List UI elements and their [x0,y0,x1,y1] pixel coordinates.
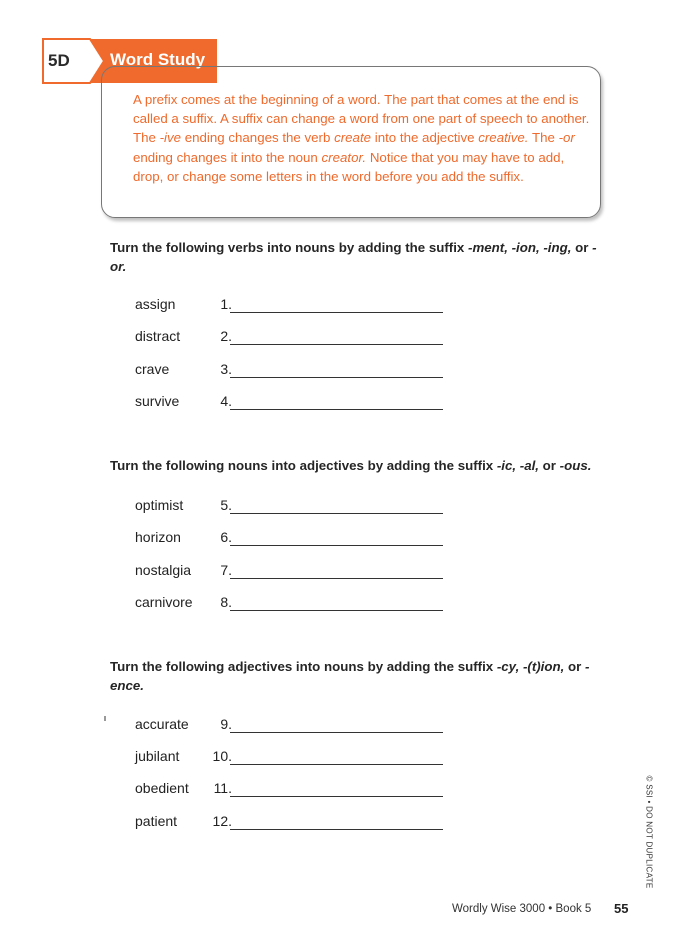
item-number: 6. [220,529,232,545]
item-word: crave [135,361,170,377]
exercise-item [100,780,460,802]
answer-line[interactable] [230,796,443,797]
exercise-item [100,393,460,415]
item-word: patient [135,813,178,829]
item-number: 1. [220,296,232,312]
info-text: A prefix comes at the beginning of a word. The part that comes at the end is called a suffix. A suffix can change a word from one part of speech to another. The -ive ending changes the verb create into the adjective creative. The -or ending changes it into the noun creator. Notice that you may have to add, drop, or change some letters in the word before you add the suffix. [133,92,590,184]
item-word: nostalgia [135,562,192,578]
instruction-nouns-to-adjectives: Turn the following nouns into adjectives by adding the suffix -ic, -al, or -ous. [110,458,592,473]
answer-line[interactable] [230,409,443,410]
instruction-verbs-to-nouns: Turn the following verbs into nouns by adding the suffix -ment, -ion, -ing, or -or. [110,240,597,274]
item-number: 5. [220,497,232,513]
exercise-item [100,716,460,738]
item-word: carnivore [135,594,193,610]
exercise-item [100,562,460,584]
item-number: 12. [212,813,232,829]
footer-book-title: Wordly Wise 3000 • Book 5 [452,903,592,915]
item-word: jubilant [135,748,180,764]
copyright-text: © SSI • DO NOT DUPLICATE [644,775,654,889]
exercise-item [100,497,460,519]
item-word: accurate [135,716,189,732]
item-word: horizon [135,529,181,545]
copyright-side-note [642,775,656,889]
answer-line[interactable] [230,829,443,830]
answer-line[interactable] [230,578,443,579]
section-number: 5D [48,51,70,70]
answer-line[interactable] [230,610,443,611]
exercise-item [100,594,460,616]
page-number: 55 [614,901,629,916]
item-number: 10. [212,748,232,764]
item-number: 2. [220,328,232,344]
item-word: optimist [135,497,184,513]
answer-line[interactable] [230,732,443,733]
item-number: 8. [220,594,232,610]
answer-line[interactable] [230,344,443,345]
exercise-item [100,748,460,770]
item-number: 9. [220,716,232,732]
item-number: 7. [220,562,232,578]
item-number: 3. [220,361,232,377]
item-number: 11. [213,780,232,796]
item-word: distract [135,328,181,344]
answer-line[interactable] [230,764,443,765]
instruction-adjectives-to-nouns: Turn the following adjectives into nouns by adding the suffix -cy, -(t)ion, or -ence. [110,659,590,693]
answer-line[interactable] [230,377,443,378]
item-number: 4. [220,393,232,409]
exercise-item [100,296,460,318]
item-word: assign [135,296,176,312]
answer-line[interactable] [230,545,443,546]
item-word: survive [135,393,180,409]
section-title: Word Study [110,50,206,69]
exercise-item [100,361,460,383]
exercise-item [100,328,460,350]
answer-line[interactable] [230,312,443,313]
answer-line[interactable] [230,513,443,514]
item-word: obedient [135,780,189,796]
exercise-item [100,529,460,551]
exercise-item [100,813,460,835]
